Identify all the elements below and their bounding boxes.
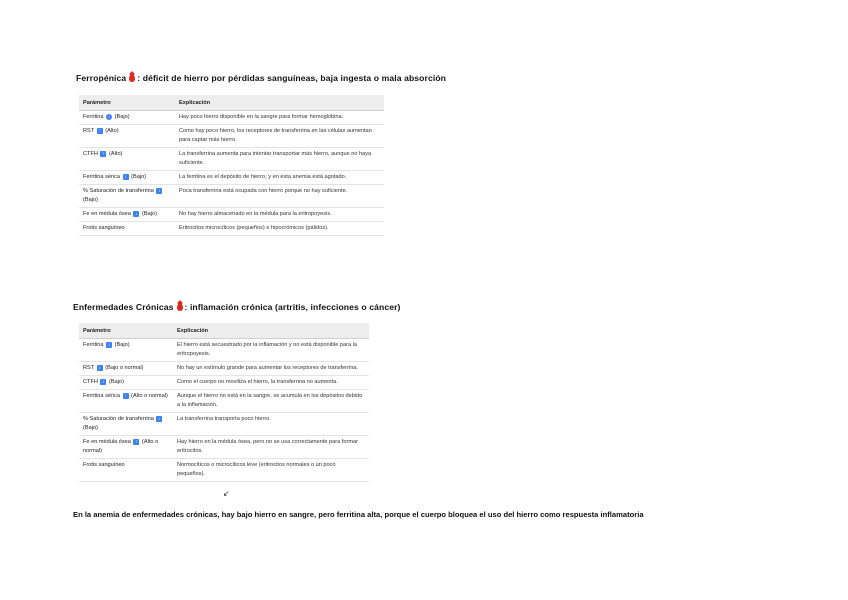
parameter-name: Fe en médula ósea xyxy=(83,211,131,217)
explanation-cell: Como el cuerpo no moviliza el hierro, la transferrina no aumenta. xyxy=(173,376,369,390)
parameter-cell xyxy=(79,208,175,222)
table-row xyxy=(79,376,369,390)
table-row xyxy=(79,413,369,436)
section2-title-post: : inflamación crónica (artritis, infecciones o cáncer) xyxy=(184,302,401,312)
parameter-cell xyxy=(79,339,173,362)
parameter-level: (Bajo o normal) xyxy=(105,365,144,371)
parameter-level: (Bajo) xyxy=(83,197,98,203)
table-row xyxy=(79,208,384,222)
parameter-level: (Bajo) xyxy=(83,425,98,431)
parameter-level: (Alto o normal) xyxy=(131,393,168,399)
table-row xyxy=(79,390,369,413)
explanation-cell: La ferritina es el depósito de hierro, y en esta anemia está agotado. xyxy=(175,171,384,185)
parameter-cell xyxy=(79,390,173,413)
parameter-cell xyxy=(79,436,173,459)
parameter-level: (Bajo) xyxy=(142,211,157,217)
table-header-row xyxy=(79,95,384,111)
parameter-cell xyxy=(79,125,175,148)
table-row xyxy=(79,111,384,125)
table-row xyxy=(79,459,369,482)
mouse-cursor-icon: ↙ xyxy=(223,489,230,498)
arrow-up-icon: ↑ xyxy=(135,438,138,445)
arrow-down-icon: ↓ xyxy=(124,173,127,180)
table-row xyxy=(79,436,369,459)
parameter-level: (Bajo) xyxy=(131,174,147,180)
table-row xyxy=(79,125,384,148)
cronicas-table xyxy=(79,323,369,482)
parameter-level: (Alto) xyxy=(105,128,119,134)
blood-drop-icon xyxy=(129,74,135,82)
explanation-cell: La transferrina transporta poco hierro. xyxy=(173,413,369,436)
table-row xyxy=(79,362,369,376)
explanation-cell: Hay hierro en la médula ósea, pero no se usa correctamente para formar eritrocitos. xyxy=(173,436,369,459)
explanation-cell: No hay un estímulo grande para aumentar los receptores de transferrina. xyxy=(173,362,369,376)
parameter-name: Fe en médula ósea xyxy=(83,439,131,445)
explanation-cell: No hay hierro almacenado en la médula para la eritropoyesis. xyxy=(175,208,384,222)
arrow-down-icon: ↓ xyxy=(98,364,101,371)
parameter-cell xyxy=(79,222,175,236)
parameter-name: % Saturación de transferrina xyxy=(83,416,154,422)
explanation-cell: Aunque el hierro no está en la sangre, se acumula en los depósitos debido a la inflamación. xyxy=(173,390,369,413)
parameter-cell xyxy=(79,185,175,208)
explanation-cell: La transferrina aumenta para intentar transportar más hierro, aunque no haya suficiente. xyxy=(175,148,384,171)
column-header-parametro: Parámetro xyxy=(79,95,175,111)
parameter-name: RST xyxy=(83,128,95,134)
parameter-level: (Alto) xyxy=(109,151,123,157)
section1-title xyxy=(76,73,446,83)
arrow-down-icon: ↓ xyxy=(102,378,105,385)
parameter-name: % Saturación de transferrina xyxy=(83,188,154,194)
parameter-level: (Bajo) xyxy=(114,114,130,120)
section2-title-pre: Enfermedades Crónicas xyxy=(73,302,174,312)
arrow-up-icon: ↑ xyxy=(102,150,105,157)
blood-drop-icon xyxy=(177,303,183,311)
arrow-down-icon: ↓ xyxy=(107,113,111,120)
parameter-cell xyxy=(79,362,173,376)
explanation-cell: Como hay poco hierro, los receptores de transferrina en las células aumentan para captar más hierro. xyxy=(175,125,384,148)
section2-title xyxy=(73,302,401,312)
parameter-level: (Bajo) xyxy=(109,379,124,385)
table-row xyxy=(79,339,369,362)
explanation-cell: Poca transferrina está ocupada con hierro porque no hay suficiente. xyxy=(175,185,384,208)
explanation-cell: Normocíticos o microcíticos leve (eritrocitos normales o un poco pequeños). xyxy=(173,459,369,482)
parameter-level: (Alto o normal) xyxy=(83,439,159,454)
section1-title-post: : déficit de hierro por pérdidas sanguíneas, baja ingesta o mala absorción xyxy=(137,73,447,83)
explanation-cell: Hay poco hierro disponible en la sangre para formar hemoglobina. xyxy=(175,111,384,125)
table-header-row xyxy=(79,323,369,339)
arrow-down-icon: ↓ xyxy=(107,341,111,348)
arrow-down-icon: ↓ xyxy=(158,187,161,194)
parameter-name: Ferritina xyxy=(83,342,104,348)
parameter-name: Frotis sanguíneo xyxy=(83,462,125,468)
table-row xyxy=(79,222,384,236)
arrow-down-icon: ↓ xyxy=(135,210,138,217)
footnote: En la anemia de enfermedades crónicas, hay bajo hierro en sangre, pero ferritina alta, porque el cuerpo bloquea el uso del hierro como respuesta inflamatoria xyxy=(73,510,644,519)
parameter-cell xyxy=(79,171,175,185)
table-row xyxy=(79,171,384,185)
explanation-cell: El hierro está secuestrado por la inflamación y no está disponible para la eritropoyesis. xyxy=(173,339,369,362)
arrow-up-icon: ↑ xyxy=(98,127,101,134)
arrow-up-icon: ↑ xyxy=(124,392,127,399)
parameter-name: CTFH xyxy=(83,151,98,157)
parameter-name: RST xyxy=(83,365,95,371)
parameter-cell xyxy=(79,148,175,171)
table-row xyxy=(79,148,384,171)
parameter-cell xyxy=(79,459,173,482)
parameter-level: (Bajo) xyxy=(114,342,130,348)
parameter-name: CTFH xyxy=(83,379,98,385)
parameter-cell xyxy=(79,376,173,390)
parameter-name: Ferritina sérica xyxy=(83,393,120,399)
parameter-name: Frotis sanguíneo xyxy=(83,225,125,231)
parameter-cell xyxy=(79,111,175,125)
column-header-parametro: Parámetro xyxy=(79,323,173,339)
column-header-explicacion: Explicación xyxy=(173,323,369,339)
parameter-cell xyxy=(79,413,173,436)
column-header-explicacion: Explicación xyxy=(175,95,384,111)
ferropenica-table xyxy=(79,95,384,236)
arrow-down-icon: ↓ xyxy=(158,415,161,422)
parameter-name: Ferritina sérica xyxy=(83,174,120,180)
table-row xyxy=(79,185,384,208)
parameter-name: Ferritina xyxy=(83,114,104,120)
section1-title-pre: Ferropénica xyxy=(76,73,127,83)
explanation-cell: Eritrocitos microcíticos (pequeños) e hipocrómicos (pálidos). xyxy=(175,222,384,236)
